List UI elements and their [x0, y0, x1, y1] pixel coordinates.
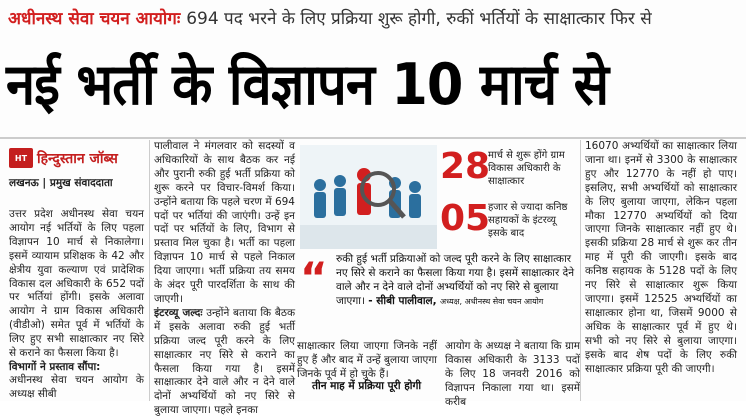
brand-header [9, 147, 141, 169]
column-2-text-b: उन्होंने बताया कि बैठक में इसके अलावा रुकी हुई भर्ती प्रक्रिया जल्द पूरी करने के लिए साक्षात्कार नए सिरे से कराने का फैसला किया गया है। इसमें साक्षात्कार देने वाले और न देने वाले दोनों अभ्यर्थियों को नए सिरे से बुलाया जाएगा। पहले इनका [154, 306, 296, 417]
quote-attribution: - सीबी पालीवाल, [368, 295, 437, 307]
column-2-subhead: इंटरव्यू जल्दः [154, 306, 203, 319]
headline-rule [0, 137, 746, 139]
column-2-text-a: पालीवाल ने मंगलवार को सदस्यों व अधिकारियों के साथ बैठक कर नई और पुरानी रुकी हुई भर्ती प्रक्रिया को शुरू करने पर विचार-विमर्श किया। उन्होंने बताया कि पहले चरण में 694 पदों पर भर्तियां की जाएंगी। उन्हें इन पदों पर भर्तियों के लिए, विभाग से प्रस्ताव मिल चुका है। भर्ती का पहला विज्ञापन 10 मार्च से पहले निकाल दिया जाएगा। भर्ती प्रक्रिया तय समय के अंदर पूरी पारदर्शिता के साथ की जाएगी। [154, 140, 295, 305]
column-4 [445, 340, 580, 408]
column-divider [149, 140, 150, 401]
fact-box [440, 145, 574, 249]
fact-text: मार्च से शुरू होंगे ग्राम विकास अधिकारी के साक्षात्कार [488, 150, 565, 187]
kicker-line [8, 6, 738, 36]
quote-text-block [336, 252, 578, 309]
newspaper-logo-icon: HT [9, 148, 33, 168]
quote-mark-icon: “ [300, 253, 328, 302]
quote-attribution-role: अध्यक्ष, अधीनस्थ सेवा चयन आयोग [440, 297, 544, 306]
kicker-rest: 694 पद भरने के लिए प्रक्रिया शुरू होगी, रुकीं भर्तियों के साक्षात्कार फिर से [186, 9, 652, 29]
column-1-text: उत्तर प्रदेश अधीनस्थ सेवा चयन आयोग नई भर्तियों के लिए पहला विज्ञापन 10 मार्च से निकालेगा। इसमें व्यायाम प्रशिक्षक के 42 और क्षेत्रीय युवा कल्याण एवं प्रादेशिक विकास दल अधिकारी के 652 पदों पर भर्तियां होंगी। इसके अलावा आयोग ने ग्राम विकास अधिकारी (वीडीओ) समेत पूर्व में भर्तियों के लिए हुए सभी साक्षात्कार नए सिरे से कराने का फैसला किया है। [9, 208, 144, 360]
fact-row [440, 145, 574, 197]
pull-quote [300, 252, 582, 338]
column-1-continued [9, 374, 144, 401]
column-3-subhead: तीन माह में प्रक्रिया पूरी होगी [312, 380, 422, 392]
illustration-candidates-magnifier [300, 145, 437, 249]
column-1 [9, 208, 144, 358]
kicker-lead: अधीनस्थ सेवा चयन आयोगः [8, 9, 181, 29]
headline: नई भर्ती के विज्ञापन 10 मार्च से [6, 52, 609, 118]
byline: लखनऊ | प्रमुख संवाददाता [9, 177, 113, 189]
quote-text: रुकी हुई भर्ती प्रक्रियाओं को जल्द पूरी करने के लिए साक्षात्कार नए सिरे से कराने का फैसला किया गया है। इसमें साक्षात्कार देने वाले और न देने वाले दोनों अभ्यर्थियों को नए सिरे से बुलाया जाएगा। [336, 253, 575, 307]
column-2 [154, 140, 296, 417]
column-3-text: साक्षात्कार लिया जाएगा जिनके नहीं हुए हैं और बाद में उन्हें बुलाया जाएगा जिनके पूर्व में हो चुके हैं। [297, 340, 437, 380]
brand-name: हिन्दुस्तान जॉब्स [37, 150, 118, 167]
fact-number: 28 [440, 146, 491, 187]
fact-number: 05 [440, 198, 491, 239]
column-5 [585, 140, 737, 401]
column-4-text: आयोग के अध्यक्ष ने बताया कि ग्राम विकास अधिकारी के 3133 पदों के लिए 18 जनवरी 2016 को विज्ञापन निकाला गया था। इसमें करीब [445, 340, 580, 408]
fact-row [440, 197, 574, 249]
column-5-text: 16070 अभ्यर्थियों का साक्षात्कार लिया जाना था। इनमें से 3300 के साक्षात्कार हुए और 12770 के नहीं हो पाए। इसलिए, सभी अभ्यर्थियों को साक्षात्कार के लिए बुलाया जाएगा, लेकिन पहला मौका 12770 अभ्यर्थियों को दिया जाएगा जिनके साक्षात्कार नहीं हुए थे। इसकी प्रक्रिया 28 मार्च से शुरू कर तीन माह में पूरी की जाएगी। इसके बाद कनिष्ठ सहायक के 5128 पदों के लिए नए सिरे से साक्षात्कार शुरू किया जाएगा। इसमें 12525 अभ्यर्थियों का साक्षात्कार होना था, जिसमें 9000 से अधिक के साक्षात्कार पूर्व में हुए थे। सभी को नए सिरे से बुलाया जाएगा। इसके बाद शेष पदों के लिए रुकी साक्षात्कार प्रक्रिया पूरी की जाएगी। [585, 140, 737, 375]
column-1-subhead: विभागों ने प्रस्ताव सौंपा: [9, 361, 101, 373]
column-divider [580, 140, 581, 401]
fact-text: हजार से ज्यादा कनिष्ठ सहायकों के इंटरव्यू इसके बाद [488, 202, 568, 239]
column-1b-text: अधीनस्थ सेवा चयन आयोग के अध्यक्ष सीबी [9, 374, 144, 400]
candidates-illustration-icon [300, 145, 437, 249]
